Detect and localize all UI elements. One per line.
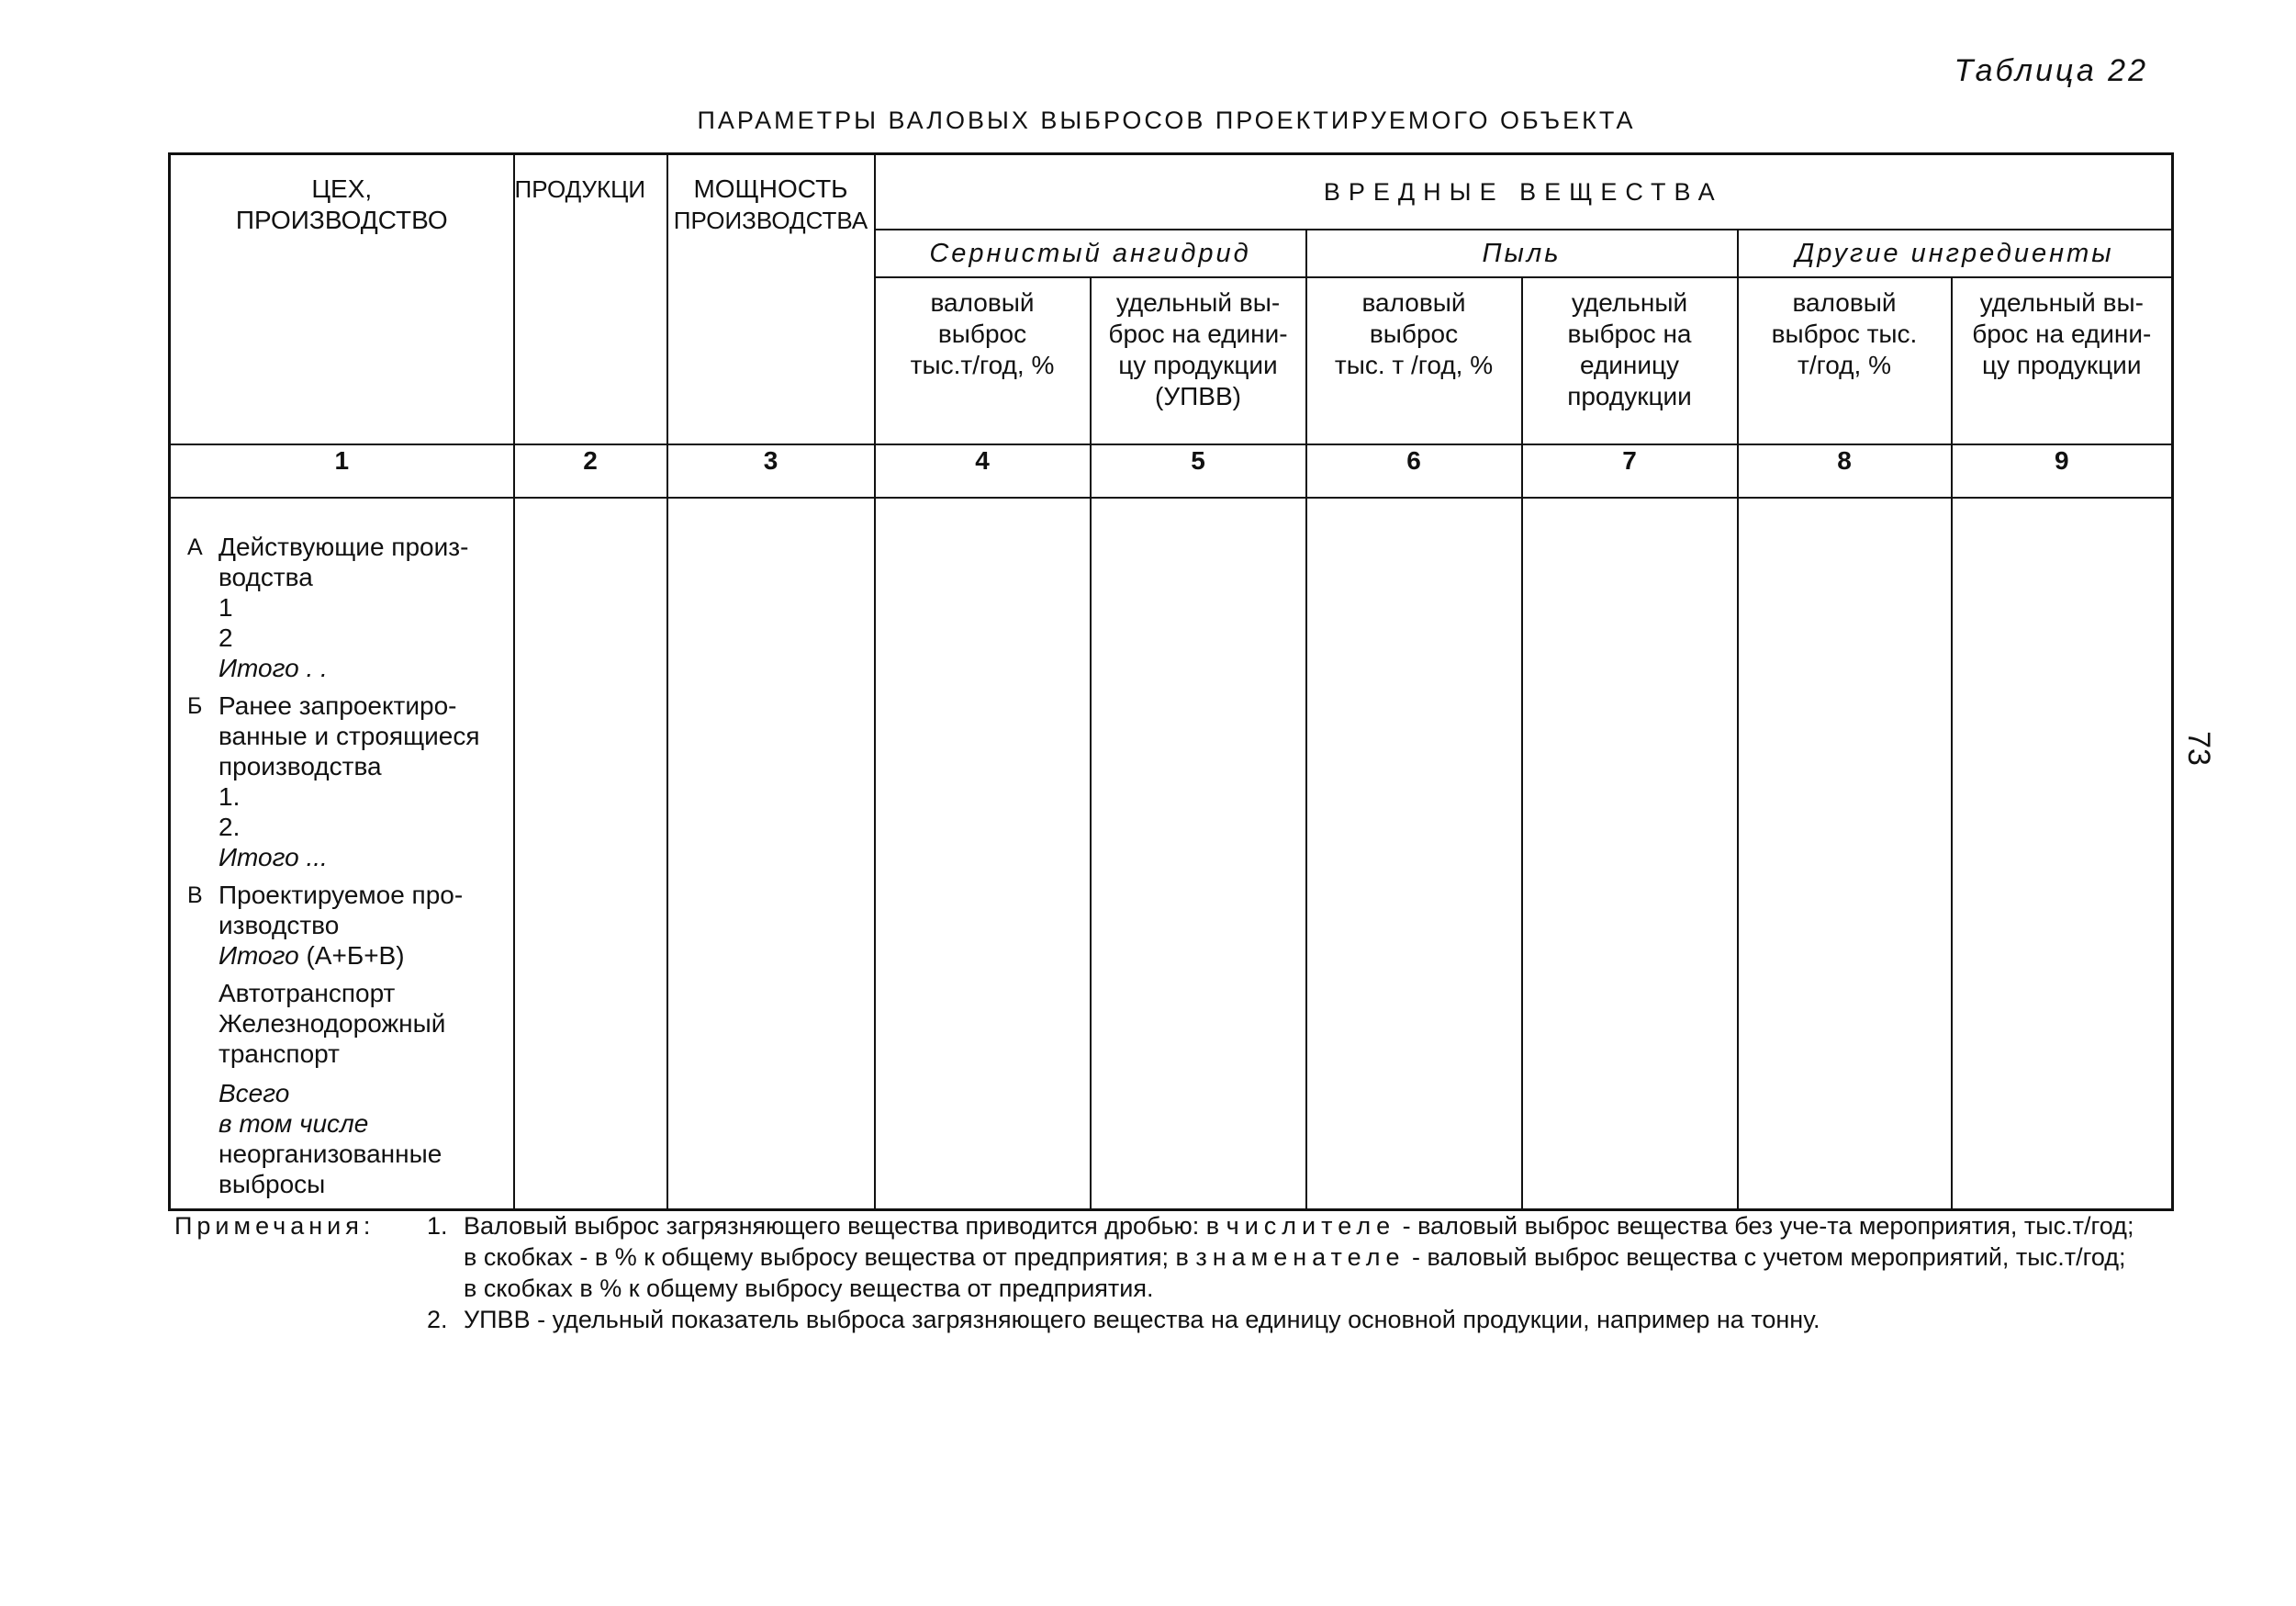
column-number: 9 bbox=[1952, 444, 2173, 498]
row-label: Ранее запроектиро- bbox=[218, 691, 457, 720]
section-b bbox=[187, 691, 508, 872]
subheader-line: выброс bbox=[937, 320, 1027, 348]
page-number: 73 bbox=[2181, 731, 2216, 766]
section-letter: В bbox=[187, 882, 203, 908]
row-label: Действующие произ- bbox=[218, 533, 469, 561]
row-total-italic: Итого bbox=[218, 941, 299, 970]
row-label: производства bbox=[218, 752, 382, 781]
header-product bbox=[514, 154, 667, 445]
row-label: Всего bbox=[218, 1079, 290, 1107]
data-cell-empty bbox=[875, 498, 1091, 1210]
subheader-line: тыс.т/год, % bbox=[910, 351, 1055, 379]
row-total bbox=[218, 940, 508, 971]
row-label: 2 bbox=[218, 623, 233, 652]
subheader-line: брос на едини- bbox=[1972, 320, 2152, 348]
subheader-line: т/год, % bbox=[1798, 351, 1891, 379]
header-workshop-line: ЦЕХ, bbox=[311, 174, 373, 203]
row-label: выбросы bbox=[218, 1170, 326, 1198]
note-number: 1. bbox=[427, 1212, 448, 1240]
header-capacity-line: ПРОИЗВОДСТВА bbox=[673, 207, 868, 234]
transport-rows bbox=[218, 978, 508, 1069]
row-label: в том числе bbox=[218, 1109, 369, 1138]
data-cell-empty bbox=[667, 498, 875, 1210]
subheader-line: валовый bbox=[1361, 288, 1466, 317]
subheader-line: цу продукции bbox=[1118, 351, 1278, 379]
column-number: 6 bbox=[1306, 444, 1522, 498]
column-number: 2 bbox=[514, 444, 667, 498]
column-number: 5 bbox=[1091, 444, 1306, 498]
table-number-label: Таблица 22 bbox=[1954, 53, 2148, 88]
note-number: 2. bbox=[427, 1306, 448, 1333]
row-label: Проектируемое про- bbox=[218, 881, 464, 909]
row-total-formula: (А+Б+В) bbox=[298, 941, 405, 970]
row-total: Итого ... bbox=[218, 843, 328, 871]
header-harmful-substances: ВРЕДНЫЕ ВЕЩЕСТВА bbox=[875, 154, 2173, 230]
data-cell-empty bbox=[1738, 498, 1952, 1210]
row-total: Итого . . bbox=[218, 654, 328, 682]
section-letter: А bbox=[187, 534, 203, 560]
note-text-part: Валовый выброс загрязняющего вещества приводится дробью: в bbox=[464, 1212, 1226, 1240]
header-capacity bbox=[667, 154, 875, 445]
subheader-line: валовый bbox=[1792, 288, 1897, 317]
note-emphasis: знаменателе bbox=[1195, 1243, 1406, 1271]
subheader-specific-emission bbox=[1522, 277, 1738, 444]
notes-block bbox=[174, 1210, 2139, 1335]
subheader-line: выброс bbox=[1369, 320, 1459, 348]
row-label: водства bbox=[218, 563, 313, 591]
data-cell-empty bbox=[1952, 498, 2173, 1210]
column-number: 3 bbox=[667, 444, 875, 498]
column-number: 8 bbox=[1738, 444, 1952, 498]
subheader-specific-emission bbox=[1952, 277, 2173, 444]
section-letter: Б bbox=[187, 693, 203, 719]
header-product-text: ПРОДУКЦИ bbox=[514, 175, 646, 203]
notes-label: Примечания: bbox=[174, 1212, 375, 1240]
subheader-line: цу продукции bbox=[1982, 351, 2142, 379]
header-capacity-line: МОЩНОСТЬ bbox=[693, 174, 848, 203]
note-emphasis: числителе bbox=[1226, 1212, 1396, 1240]
subheader-line: удельный вы- bbox=[1979, 288, 2144, 317]
category-sulfur-dioxide: Сернистый ангидрид bbox=[875, 230, 1306, 277]
section-v bbox=[187, 880, 508, 971]
row-label: 1. bbox=[218, 782, 241, 811]
subheader-line: выброс на bbox=[1567, 320, 1692, 348]
column-number: 7 bbox=[1522, 444, 1738, 498]
data-cell-empty bbox=[1091, 498, 1306, 1210]
subheader-line: удельный вы- bbox=[1115, 288, 1281, 317]
subheader-gross-emission bbox=[1306, 277, 1522, 444]
row-labels-cell bbox=[170, 498, 514, 1210]
row-label: 2. bbox=[218, 813, 241, 841]
subheader-line: продукции bbox=[1567, 382, 1692, 410]
emissions-table bbox=[168, 152, 2174, 1211]
subheader-specific-emission bbox=[1091, 277, 1306, 444]
data-cell-empty bbox=[514, 498, 667, 1210]
subheader-line: выброс тыс. bbox=[1771, 320, 1918, 348]
header-workshop bbox=[170, 154, 514, 445]
grand-total-rows bbox=[218, 1078, 508, 1199]
row-label: изводство bbox=[218, 911, 340, 939]
data-cell-empty bbox=[1306, 498, 1522, 1210]
note-text bbox=[464, 1210, 2139, 1304]
note-item bbox=[174, 1210, 2139, 1304]
subheader-line: единицу bbox=[1579, 351, 1680, 379]
subheader-line: брос на едини- bbox=[1108, 320, 1288, 348]
note-text: УПВВ - удельный показатель выброса загрязняющего вещества на единицу основной продукции, например на тонну. bbox=[464, 1306, 1820, 1333]
note-item bbox=[427, 1304, 2139, 1335]
row-label: неорганизованные bbox=[218, 1140, 442, 1168]
category-dust: Пыль bbox=[1306, 230, 1738, 277]
subheader-line: (УПВВ) bbox=[1155, 382, 1241, 410]
subheader-line: тыс. т /год, % bbox=[1334, 351, 1494, 379]
row-label: 1 bbox=[218, 593, 233, 622]
row-label: Автотранспорт bbox=[218, 979, 396, 1007]
subheader-gross-emission bbox=[875, 277, 1091, 444]
page-title: ПАРАМЕТРЫ ВАЛОВЫХ ВЫБРОСОВ ПРОЕКТИРУЕМОГО ОБЪЕКТА bbox=[697, 107, 1636, 134]
row-label: ванные и строящиеся bbox=[218, 722, 480, 750]
header-workshop-line: ПРОИЗВОДСТВО bbox=[235, 206, 448, 234]
section-a bbox=[187, 532, 508, 683]
data-cell-empty bbox=[1522, 498, 1738, 1210]
note-text-part: - валовый выброс вещества с учетом мероприятий, тыс.т/год; в скобках в % к общему выбросу вещества от предприятия. bbox=[464, 1243, 2126, 1302]
note-text-part: - валовый выброс вещества без уче-та мероприятия, тыс.т/год; в скобках - в % к общему выбросу вещества от предприятия; в bbox=[464, 1212, 2134, 1271]
subheader-line: удельный bbox=[1571, 288, 1688, 317]
row-label: Железнодорожный bbox=[218, 1009, 446, 1038]
subheader-gross-emission bbox=[1738, 277, 1952, 444]
subheader-line: валовый bbox=[930, 288, 1035, 317]
column-number: 1 bbox=[170, 444, 514, 498]
row-label: транспорт bbox=[218, 1039, 340, 1068]
category-other-ingredients: Другие ингредиенты bbox=[1738, 230, 2173, 277]
column-number: 4 bbox=[875, 444, 1091, 498]
